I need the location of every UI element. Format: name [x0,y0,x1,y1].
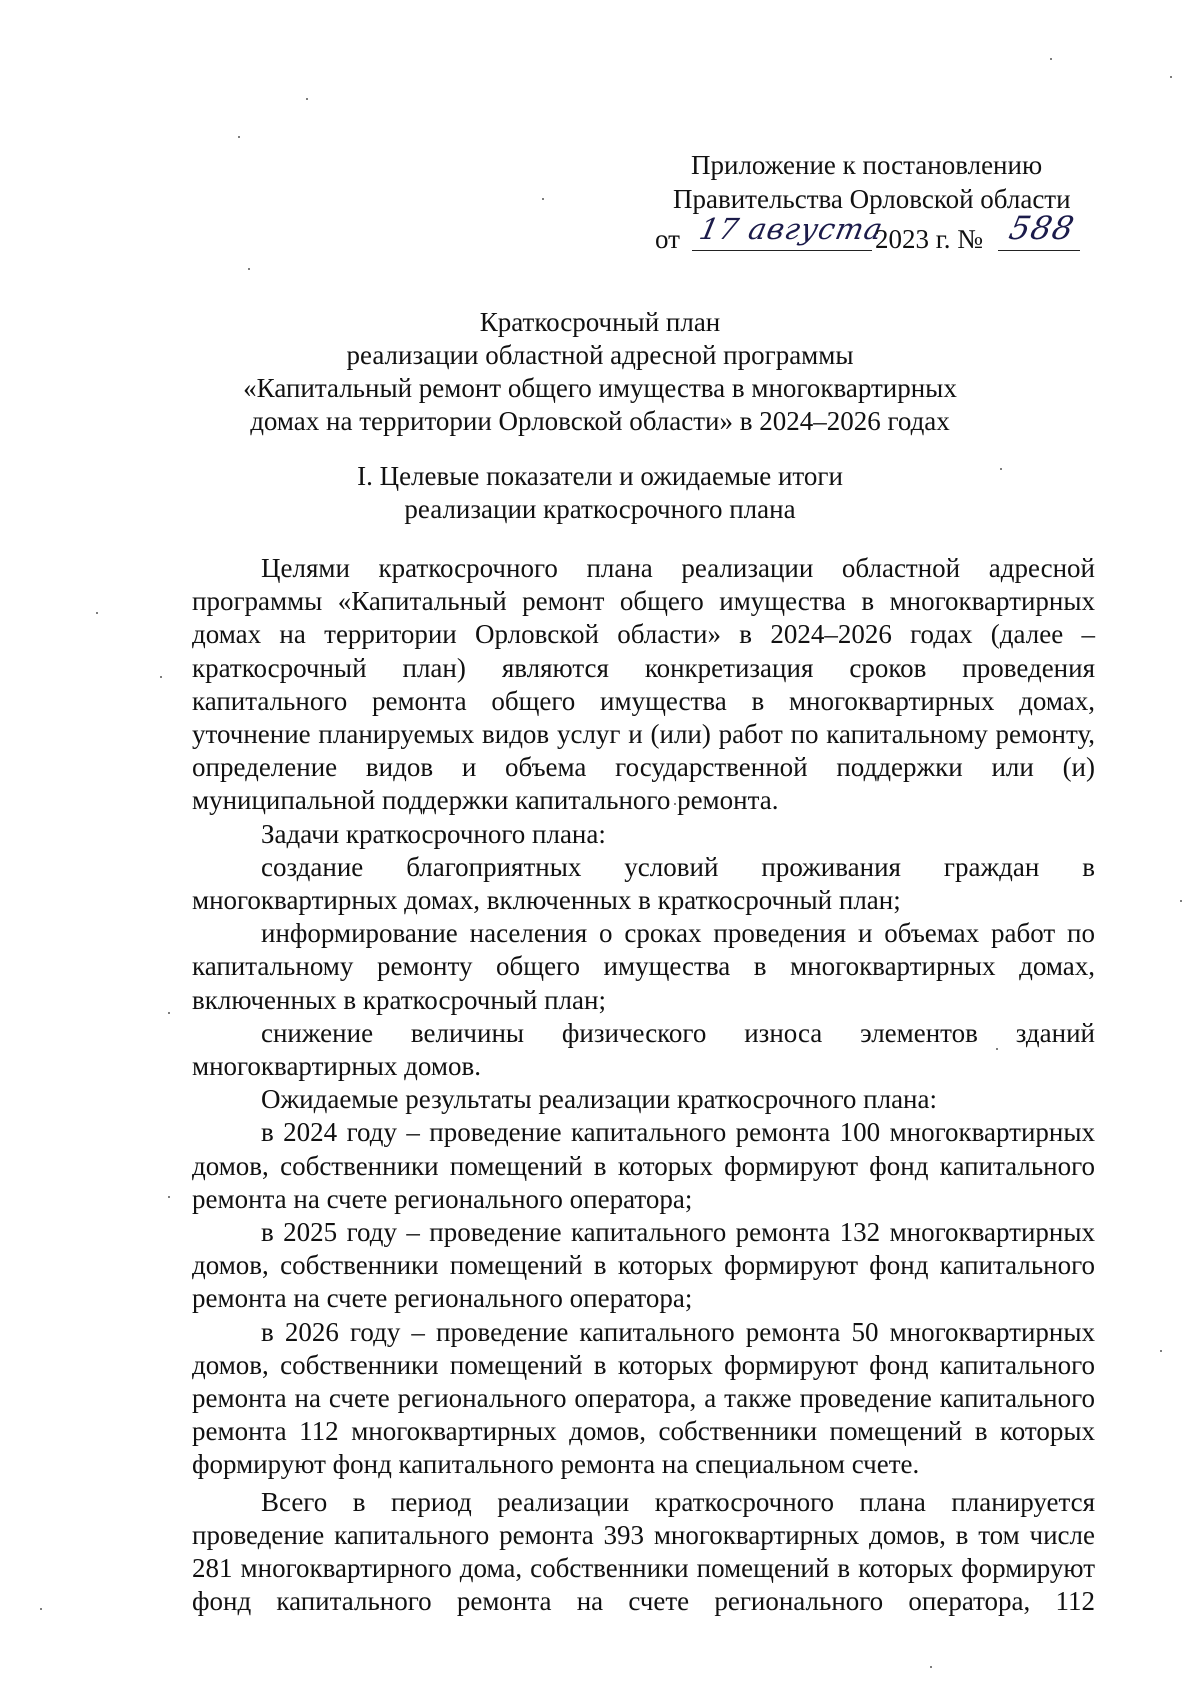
year-label: 2023 г. № [875,224,984,254]
scan-speck [306,98,308,100]
paragraph-total: Всего в период реализации краткосрочного плана планируется проведение капитального ремонта 393 многоквартирных домов, в том числе 281 многоквартирного дома, собственники помещений в которых формируют фонд капитального ремонта на счете регионального оператора, 112 [192,1486,1095,1617]
paragraph-task-1: создание благоприятных условий проживания граждан в многоквартирных домах, включенных в краткосрочный план; [192,851,1095,916]
scan-speck [40,1608,42,1610]
number-field [998,209,1080,251]
paragraph-goals: Целями краткосрочного плана реализации областной адресной программы «Капитальный ремонт общего имущества в многоквартирных домах на территории Орловской области» в 2024–2026 годах (далее – краткосрочный план) являются конкретизация сроков проведения капитального ремонта общего имущества в многоквартирных домах, уточнение планируемых видов услуг и (или) работ по капитальному ремонту, определение видов и объема государственной поддержки или (и) муниципальной поддержки капитального ремонта. [192,553,1095,816]
resolution-date-line [600,209,1080,256]
scan-speck [96,612,98,614]
scan-speck [930,1666,932,1668]
title-line-1: Краткосрочный план [479,307,721,337]
scan-speck [1000,468,1002,470]
scan-speck [168,1012,170,1014]
title-line-2: реализации областной адресной программы [346,340,854,370]
paragraph-result-2025: в 2025 году – проведение капитального ремонта 132 многоквартирных домов, собственники помещений в которых формируют фонд капитального ремонта на счете регионального оператора; [192,1217,1095,1314]
scan-speck [542,198,544,200]
date-prefix: от [655,224,680,254]
paragraph-result-2026: в 2026 году – проведение капитального ремонта 50 многоквартирных домов, собственники помещений в которых формируют фонд капитального ремонта на счете регионального оператора, а также проведение капитального ремонта 112 многоквартирных домов, собственники помещений в которых формируют фонд капитального ремонта на специальном счете. [192,1316,1095,1480]
scan-speck [168,1196,170,1198]
scan-speck [1050,58,1052,60]
document-body [192,552,1095,1619]
appendix-line-2: Правительства Орловской области [673,184,1071,214]
date-field [692,212,887,251]
title-line-4: домах на территории Орловской области» в 2024–2026 годах [250,406,950,436]
section-heading [200,460,1000,526]
scan-speck [1180,900,1182,902]
handwritten-number: 588 [1005,209,1079,247]
scan-speck [238,136,240,138]
section-heading-line-1: I. Целевые показатели и ожидаемые итоги [357,461,843,491]
scan-speck [1160,1350,1162,1352]
appendix-line-1: Приложение к постановлению [691,150,1043,180]
document-title [200,306,1000,438]
scan-speck [160,676,162,678]
paragraph-result-2024: в 2024 году – проведение капитального ремонта 100 многоквартирных домов, собственники помещений в которых формируют фонд капитального ремонта на счете регионального оператора; [192,1117,1095,1214]
scan-speck [1170,76,1172,78]
appendix-header [600,148,1080,256]
paragraph-results-heading: Ожидаемые результаты реализации краткосрочного плана: [261,1084,937,1115]
handwritten-date: 17 августа [696,212,887,246]
paragraph-task-3: снижение величины физического износа элементов зданий многоквартирных домов. [192,1017,1095,1082]
scan-speck [248,268,250,270]
paragraph-tasks-heading: Задачи краткосрочного плана: [261,818,606,849]
paragraph-task-2: информирование населения о сроках проведения и объемах работ по капитальному ремонту общего имущества в многоквартирных домах, включенных в краткосрочный план; [192,918,1095,1015]
title-line-3: «Капитальный ремонт общего имущества в многоквартирных [243,373,957,403]
section-heading-line-2: реализации краткосрочного плана [404,494,796,524]
